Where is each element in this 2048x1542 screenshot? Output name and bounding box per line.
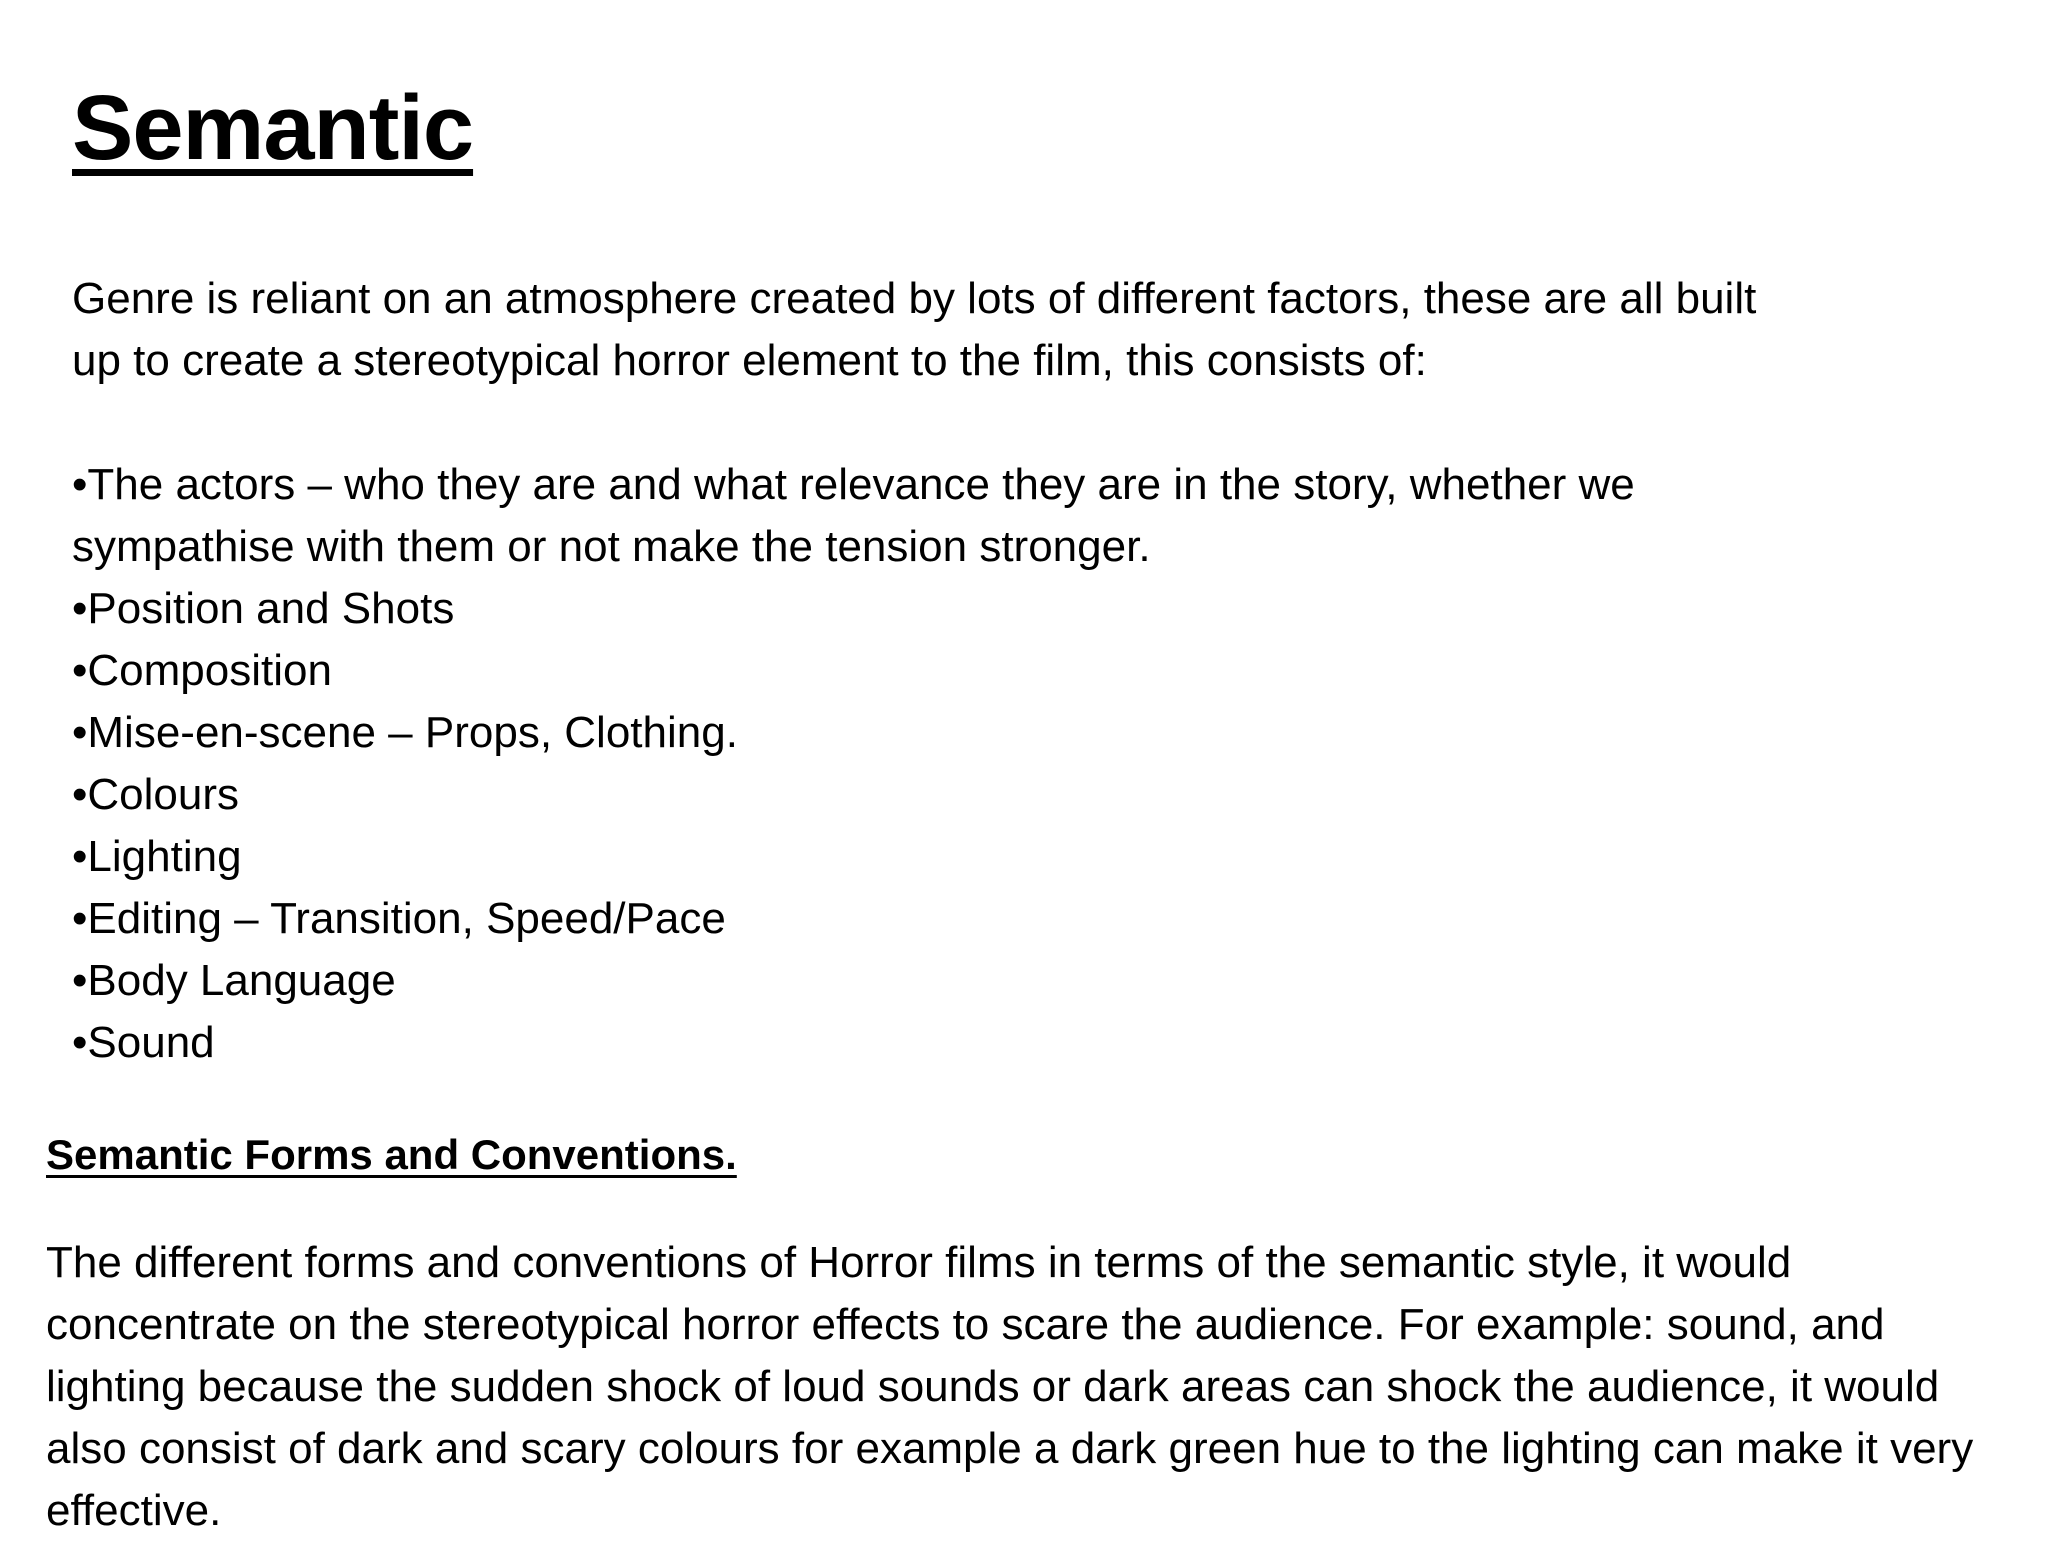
factor-list-item: •Lighting	[72, 832, 242, 881]
factor-list-item: •Editing – Transition, Speed/Pace	[72, 894, 726, 943]
intro-block	[72, 268, 1932, 1074]
factor-list-item: •Colours	[72, 770, 240, 819]
slide-title: Semantic	[72, 77, 474, 179]
intro-paragraph: Genre is reliant on an atmosphere created by lots of different factors, these are all built up to create a stereotypical horror element to the film, this consists of:	[72, 274, 1757, 385]
factor-list-item: •Sound	[72, 1018, 215, 1067]
body-paragraph: The different forms and conventions of Horror films in terms of the semantic style, it would concentrate on the stereotypical horror effects to scare the audience. For example: sound, and lighting because the sudden shock of loud sounds or dark areas can shock the audience, it would also consist of dark and scary colours for example a dark green hue to the lighting can make it very effective.	[46, 1238, 1974, 1535]
factor-list-item: •Mise-en-scene – Props, Clothing.	[72, 708, 738, 757]
factor-list-item: •Body Language	[72, 956, 396, 1005]
factor-list-item: •Composition	[72, 646, 332, 695]
factor-list	[72, 454, 1932, 1074]
factor-list-item: •Position and Shots	[72, 584, 455, 633]
factor-list-item: •The actors – who they are and what relevance they are in the story, whether we sympathise with them or not make the tension stronger.	[72, 460, 1635, 571]
section-subheading: Semantic Forms and Conventions.	[46, 1131, 737, 1178]
